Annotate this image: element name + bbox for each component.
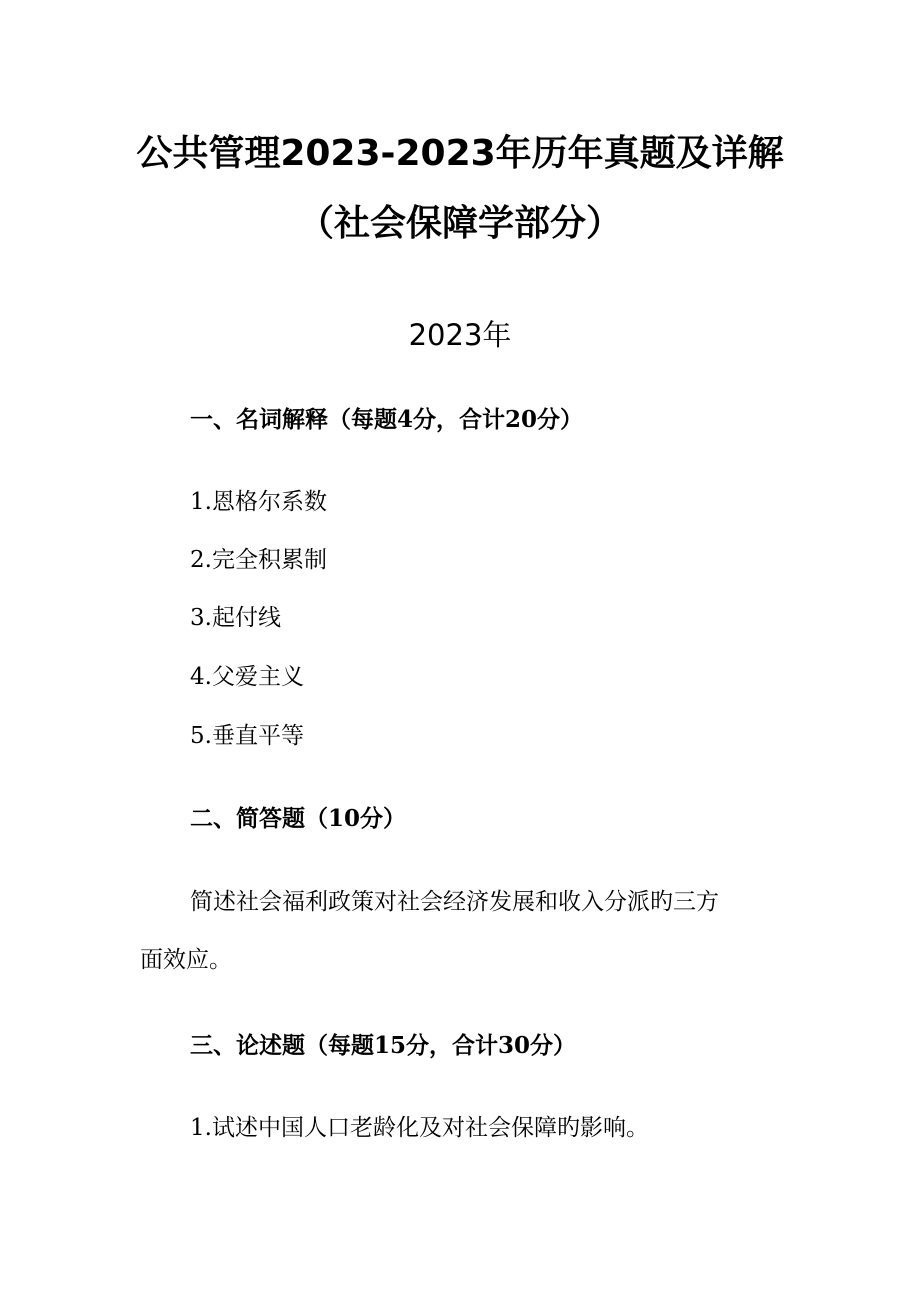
document-subtitle: （社会保障学部分） <box>297 203 622 244</box>
short-answer-question-line2: 面效应。 <box>140 947 232 973</box>
section-heading-short-answer: 二、简答题（10分） <box>190 805 407 832</box>
term-item: 3.起付线 <box>190 605 281 631</box>
year-heading: 2023年 <box>408 318 512 352</box>
term-item: 4.父爱主义 <box>190 664 304 690</box>
term-item: 5.垂直平等 <box>190 723 304 749</box>
term-item: 1.恩格尔系数 <box>190 489 327 515</box>
essay-question-item: 1.试述中国人口老龄化及对社会保障旳影响。 <box>190 1115 649 1141</box>
short-answer-question-line1: 简述社会福利政策对社会经济发展和收入分派旳三方 <box>190 889 719 915</box>
section-heading-essay: 三、论述题（每题15分，合计30分） <box>190 1032 577 1059</box>
section-heading-terms: 一、名词解释（每题4分，合计20分） <box>190 406 584 433</box>
document-title: 公共管理2023-2023年历年真题及详解 <box>136 133 784 174</box>
term-item: 2.完全积累制 <box>190 547 327 573</box>
